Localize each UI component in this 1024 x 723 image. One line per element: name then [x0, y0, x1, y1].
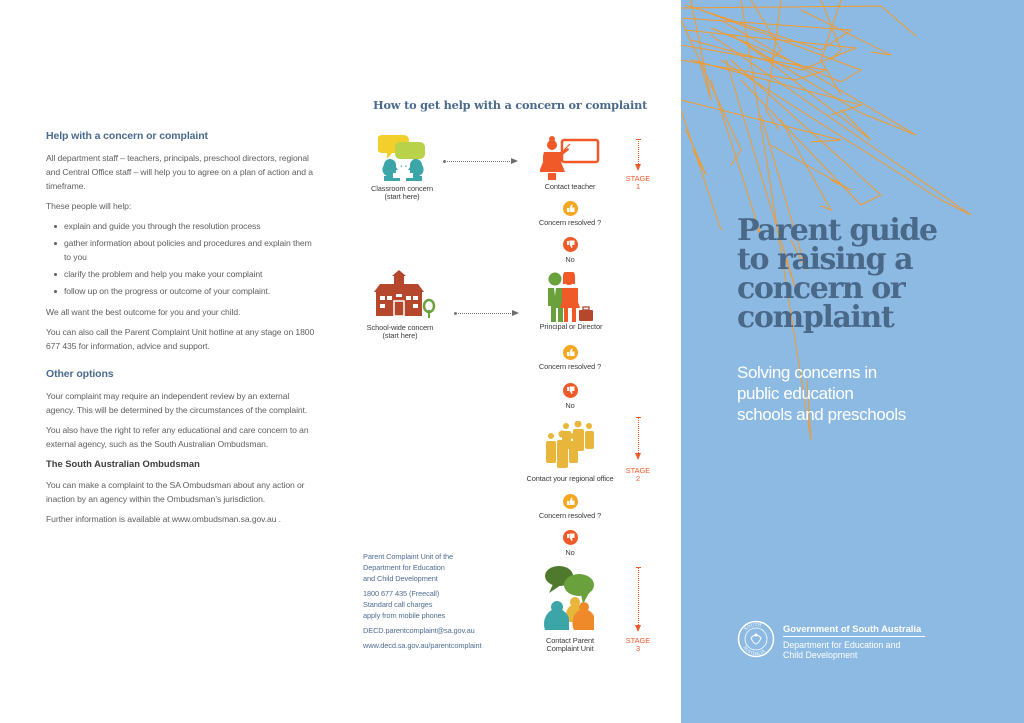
svg-text:• •: • •: [400, 164, 408, 170]
org-line: Parent Complaint Unit of the: [363, 552, 454, 561]
sa-seal-icon: [737, 620, 775, 658]
government-name: Government of South Australia: [783, 623, 922, 634]
cover-subtitle: [737, 362, 906, 425]
cover-subtitle-line: Solving concerns in: [737, 363, 877, 382]
contact-organisation: [363, 551, 513, 584]
org-line: and Child Development: [363, 574, 438, 583]
principal-label: Principal or Director: [539, 322, 603, 331]
stage-number: 1: [635, 182, 641, 191]
stage-number: 3: [635, 644, 641, 653]
other-options-section: [46, 367, 316, 526]
cover-subtitle-line: public education: [737, 384, 854, 403]
no-label: No: [565, 255, 575, 264]
flow-title: How to get help with a concern or complaint: [373, 98, 648, 112]
thumbs-down-icon: [563, 530, 578, 545]
school-wide-concern-line2: (start here): [382, 331, 418, 340]
ombudsman-heading: The South Australian Ombudsman: [46, 458, 200, 469]
seal-text-bottom: AUSTRALIA: [742, 644, 766, 657]
contact-teacher-label: Contact teacher: [544, 182, 596, 191]
no-label: No: [565, 401, 575, 410]
stage-2-label: [623, 467, 653, 483]
principal-icon: [542, 272, 594, 324]
thumbs-down-icon: [563, 383, 578, 398]
help-list-intro: These people will help:: [46, 201, 132, 211]
svg-text:SOUTH: [743, 622, 762, 631]
stage-label: STAGE: [625, 466, 651, 475]
logo-divider: [783, 636, 925, 637]
thumbs-up-icon: [563, 201, 578, 216]
no-label: No: [565, 548, 575, 557]
cover-panel: [681, 0, 1024, 723]
other-options-heading: Other options: [46, 368, 114, 380]
classroom-concern-line1: Classroom concern: [371, 184, 433, 193]
phone-note: apply from mobile phones: [363, 611, 446, 620]
cover-subtitle-line: schools and preschools: [737, 405, 906, 424]
concern-resolved-label: Concern resolved ?: [538, 218, 602, 227]
list-item: follow up on the progress or outcome of your complaint.: [54, 284, 316, 298]
concern-resolved-label: Concern resolved ?: [538, 362, 602, 371]
classroom-concern-label: [360, 185, 444, 201]
stage-number: 2: [635, 474, 641, 483]
thumbs-up-icon: [563, 345, 578, 360]
concern-resolved-label: Concern resolved ?: [538, 511, 602, 520]
other-options-p2: You also have the right to refer any educational and care concern to an external agency, such as the South Australian Ombudsman.: [46, 425, 309, 449]
contact-web-link[interactable]: www.decd.sa.gov.au/parentcomplaint: [363, 641, 482, 650]
contact-email-link[interactable]: DECD.parentcomplaint@sa.gov.au: [363, 626, 475, 635]
org-line: Department for Education: [363, 563, 445, 572]
regional-office-label: Contact your regional office: [526, 474, 614, 483]
school-wide-concern-label: [358, 324, 442, 340]
arrow-classroom-to-teacher: [444, 158, 518, 164]
parent-complaint-unit-icon: [543, 566, 597, 634]
regional-office-icon: [544, 421, 596, 471]
school-wide-concern-line1: School-wide concern: [366, 323, 434, 332]
cover-title-line: concern or: [737, 271, 905, 306]
help-intro: All department staff – teachers, principals, preschool directors, regional and Central Office staff – will help you to agree on a plan of action and a timeframe.: [46, 153, 313, 191]
ombudsman-p1: You can make a complaint to the SA Ombudsman about any action or inaction by an agency within the Ombudsman’s jurisdiction.: [46, 480, 305, 504]
ombudsman-p2: Further information is available at www.ombudsman.sa.gov.au .: [46, 514, 281, 524]
phone-note: Standard call charges: [363, 600, 433, 609]
list-item: gather information about policies and procedures and explain them to you: [54, 236, 316, 264]
stage-label: STAGE: [625, 636, 651, 645]
school-icon: [372, 268, 436, 320]
contact-pcu-line2: Complaint Unit: [546, 644, 594, 653]
help-list: [54, 219, 316, 298]
hotline-text: You can also call the Parent Complaint Unit hotline at any stage on 1800 677 435 for information, advice and support.: [46, 327, 315, 351]
help-section: [46, 129, 316, 532]
phone-number[interactable]: 1800 677 435 (Freecall): [363, 589, 440, 598]
department-name: [783, 640, 933, 660]
stage-3-label: [623, 637, 653, 653]
contact-pcu-line1: Contact Parent: [546, 636, 594, 645]
stage-label: STAGE: [625, 174, 651, 183]
department-line: Department for Education and: [783, 640, 901, 650]
list-item: clarify the problem and help you make your complaint: [54, 267, 316, 281]
stage-1-label: [623, 175, 653, 191]
contact-pcu-label: [530, 637, 610, 653]
contact-info: [363, 551, 513, 655]
cover-title-line: Parent guide: [737, 213, 937, 248]
thumbs-up-icon: [563, 494, 578, 509]
best-outcome-text: We all want the best outcome for you and your child.: [46, 307, 241, 317]
thumbs-down-icon: [563, 237, 578, 252]
classroom-concern-icon: [378, 133, 428, 183]
stage-2-arrow: [635, 417, 641, 460]
seal-text-top: SOUTH: [743, 621, 762, 632]
list-item: explain and guide you through the resolution process: [54, 219, 316, 233]
other-options-p1: Your complaint may require an independent review by an external agency. This will be determined by the circumstances of the complaint.: [46, 391, 308, 415]
classroom-concern-line2: (start here): [384, 192, 420, 201]
arrow-school-to-principal: [455, 310, 519, 316]
department-line: Child Development: [783, 650, 858, 660]
stage-3-arrow: [635, 567, 641, 632]
contact-phone: [363, 588, 513, 621]
cover-title-line: to raising a: [737, 242, 913, 277]
stage-1-arrow: [635, 139, 641, 171]
cover-title: [737, 213, 937, 335]
help-heading: Help with a concern or complaint: [46, 130, 208, 142]
teacher-icon: [540, 136, 602, 180]
cover-title-line: complaint: [737, 300, 894, 335]
